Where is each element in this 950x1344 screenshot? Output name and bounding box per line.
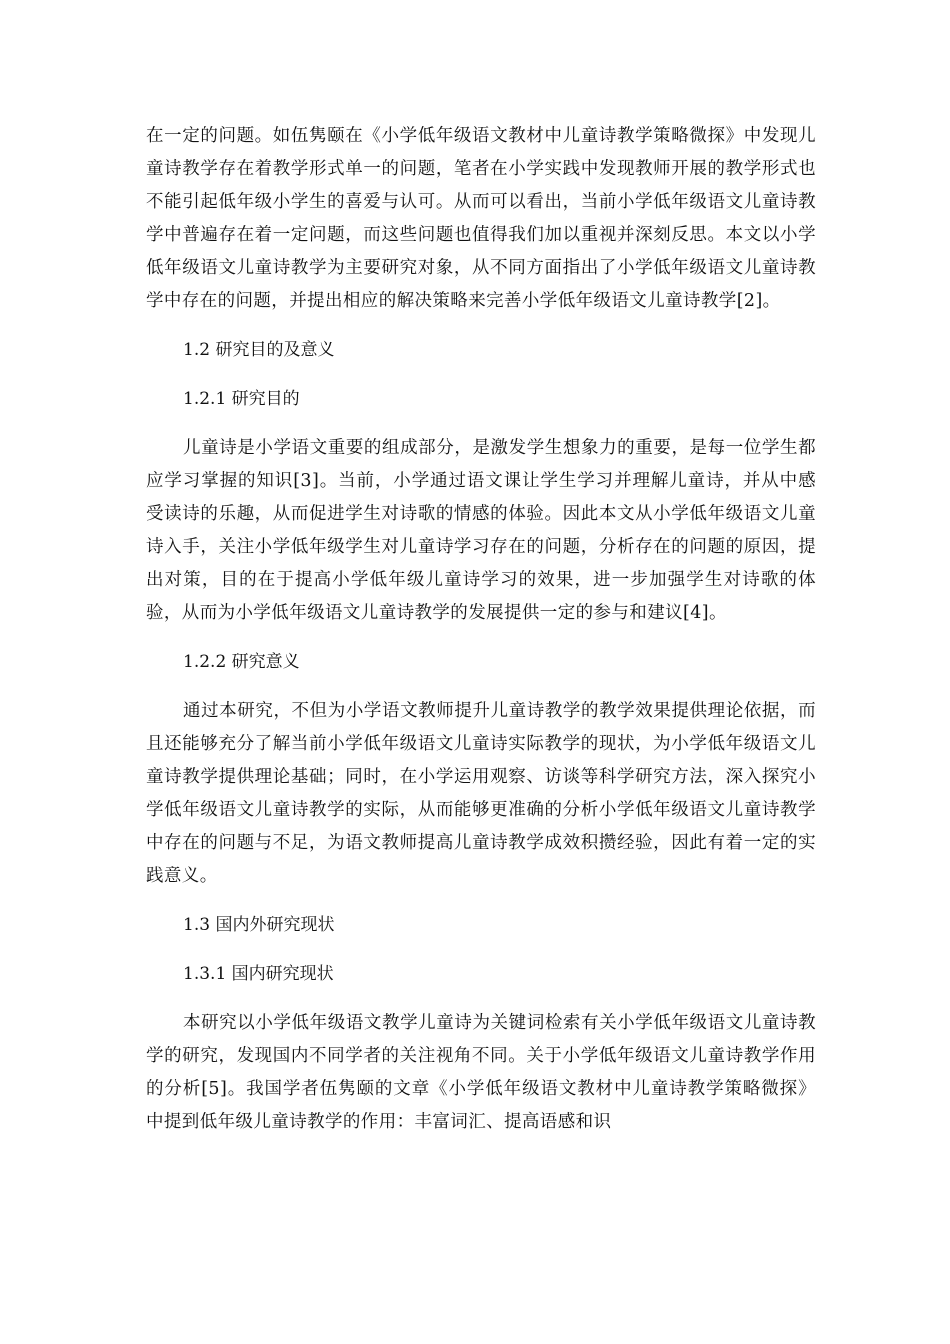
- spacer: [146, 416, 816, 432]
- paragraph-domestic-status: 本研究以小学低年级语文教学儿童诗为关键词检索有关小学低年级语文儿童诗教学的研究，发现国内不同学者的关注视角不同。关于小学低年级语文儿童诗教学作用的分析[5]。我国学者伍隽颐的文章《小学低年级语文教材中儿童诗教学策略微探》中提到低年级儿童诗教学的作用：丰富词汇、提高语感和识: [146, 1013, 816, 1132]
- section-heading-1-2: 1.2 研究目的及意义: [183, 340, 335, 360]
- section-heading-1-3-1: 1.3.1 国内研究现状: [183, 964, 334, 984]
- paragraph-continuation: 在一定的问题。如伍隽颐在《小学低年级语文教材中儿童诗教学策略微探》中发现儿童诗教学存在着教学形式单一的问题，笔者在小学实践中发现教师开展的教学形式也不能引起低年级小学生的喜爱与认可。从而可以看出，当前小学低年级语文儿童诗教学中普遍存在着一定问题，而这些问题也值得我们加以重视并深刻反思。本文以小学低年级语文儿童诗教学为主要研究对象，从不同方面指出了小学低年级语文儿童诗教学中存在的问题，并提出相应的解决策略来完善小学低年级语文儿童诗教学[2]。: [146, 126, 816, 311]
- spacer: [146, 942, 816, 958]
- spacer: [146, 630, 816, 646]
- paragraph-research-significance: 通过本研究，不但为小学语文教师提升儿童诗教学的教学效果提供理论依据，而且还能够充分了解当前小学低年级语文儿童诗实际教学的现状，为小学低年级语文儿童诗教学提供理论基础；同时，在小学运用观察、访谈等科学研究方法，深入探究小学低年级语文儿童诗教学的实际，从而能够更准确的分析小学低年级语文儿童诗教学中存在的问题与不足，为语文教师提高儿童诗教学成效积攒经验，因此有着一定的实践意义。: [146, 701, 816, 886]
- paragraph-research-purpose: 儿童诗是小学语文重要的组成部分，是激发学生想象力的重要，是每一位学生都应学习掌握的知识[3]。当前，小学通过语文课让学生学习并理解儿童诗，并从中感受读诗的乐趣，从而促进学生对诗歌的情感的体验。因此本文从小学低年级语文儿童诗入手，关注小学低年级学生对儿童诗学习存在的问题，分析存在的问题的原因，提出对策，目的在于提高小学低年级儿童诗学习的效果，进一步加强学生对诗歌的体验，从而为小学低年级语文儿童诗教学的发展提供一定的参与和建议[4]。: [146, 438, 816, 623]
- spacer: [146, 893, 816, 909]
- spacer: [146, 367, 816, 383]
- section-heading-1-2-2: 1.2.2 研究意义: [183, 652, 300, 672]
- spacer: [146, 318, 816, 334]
- page-body: [146, 120, 816, 1139]
- section-heading-1-2-1: 1.2.1 研究目的: [183, 389, 300, 409]
- spacer: [146, 679, 816, 695]
- section-heading-1-3: 1.3 国内外研究现状: [183, 915, 335, 935]
- spacer: [146, 991, 816, 1007]
